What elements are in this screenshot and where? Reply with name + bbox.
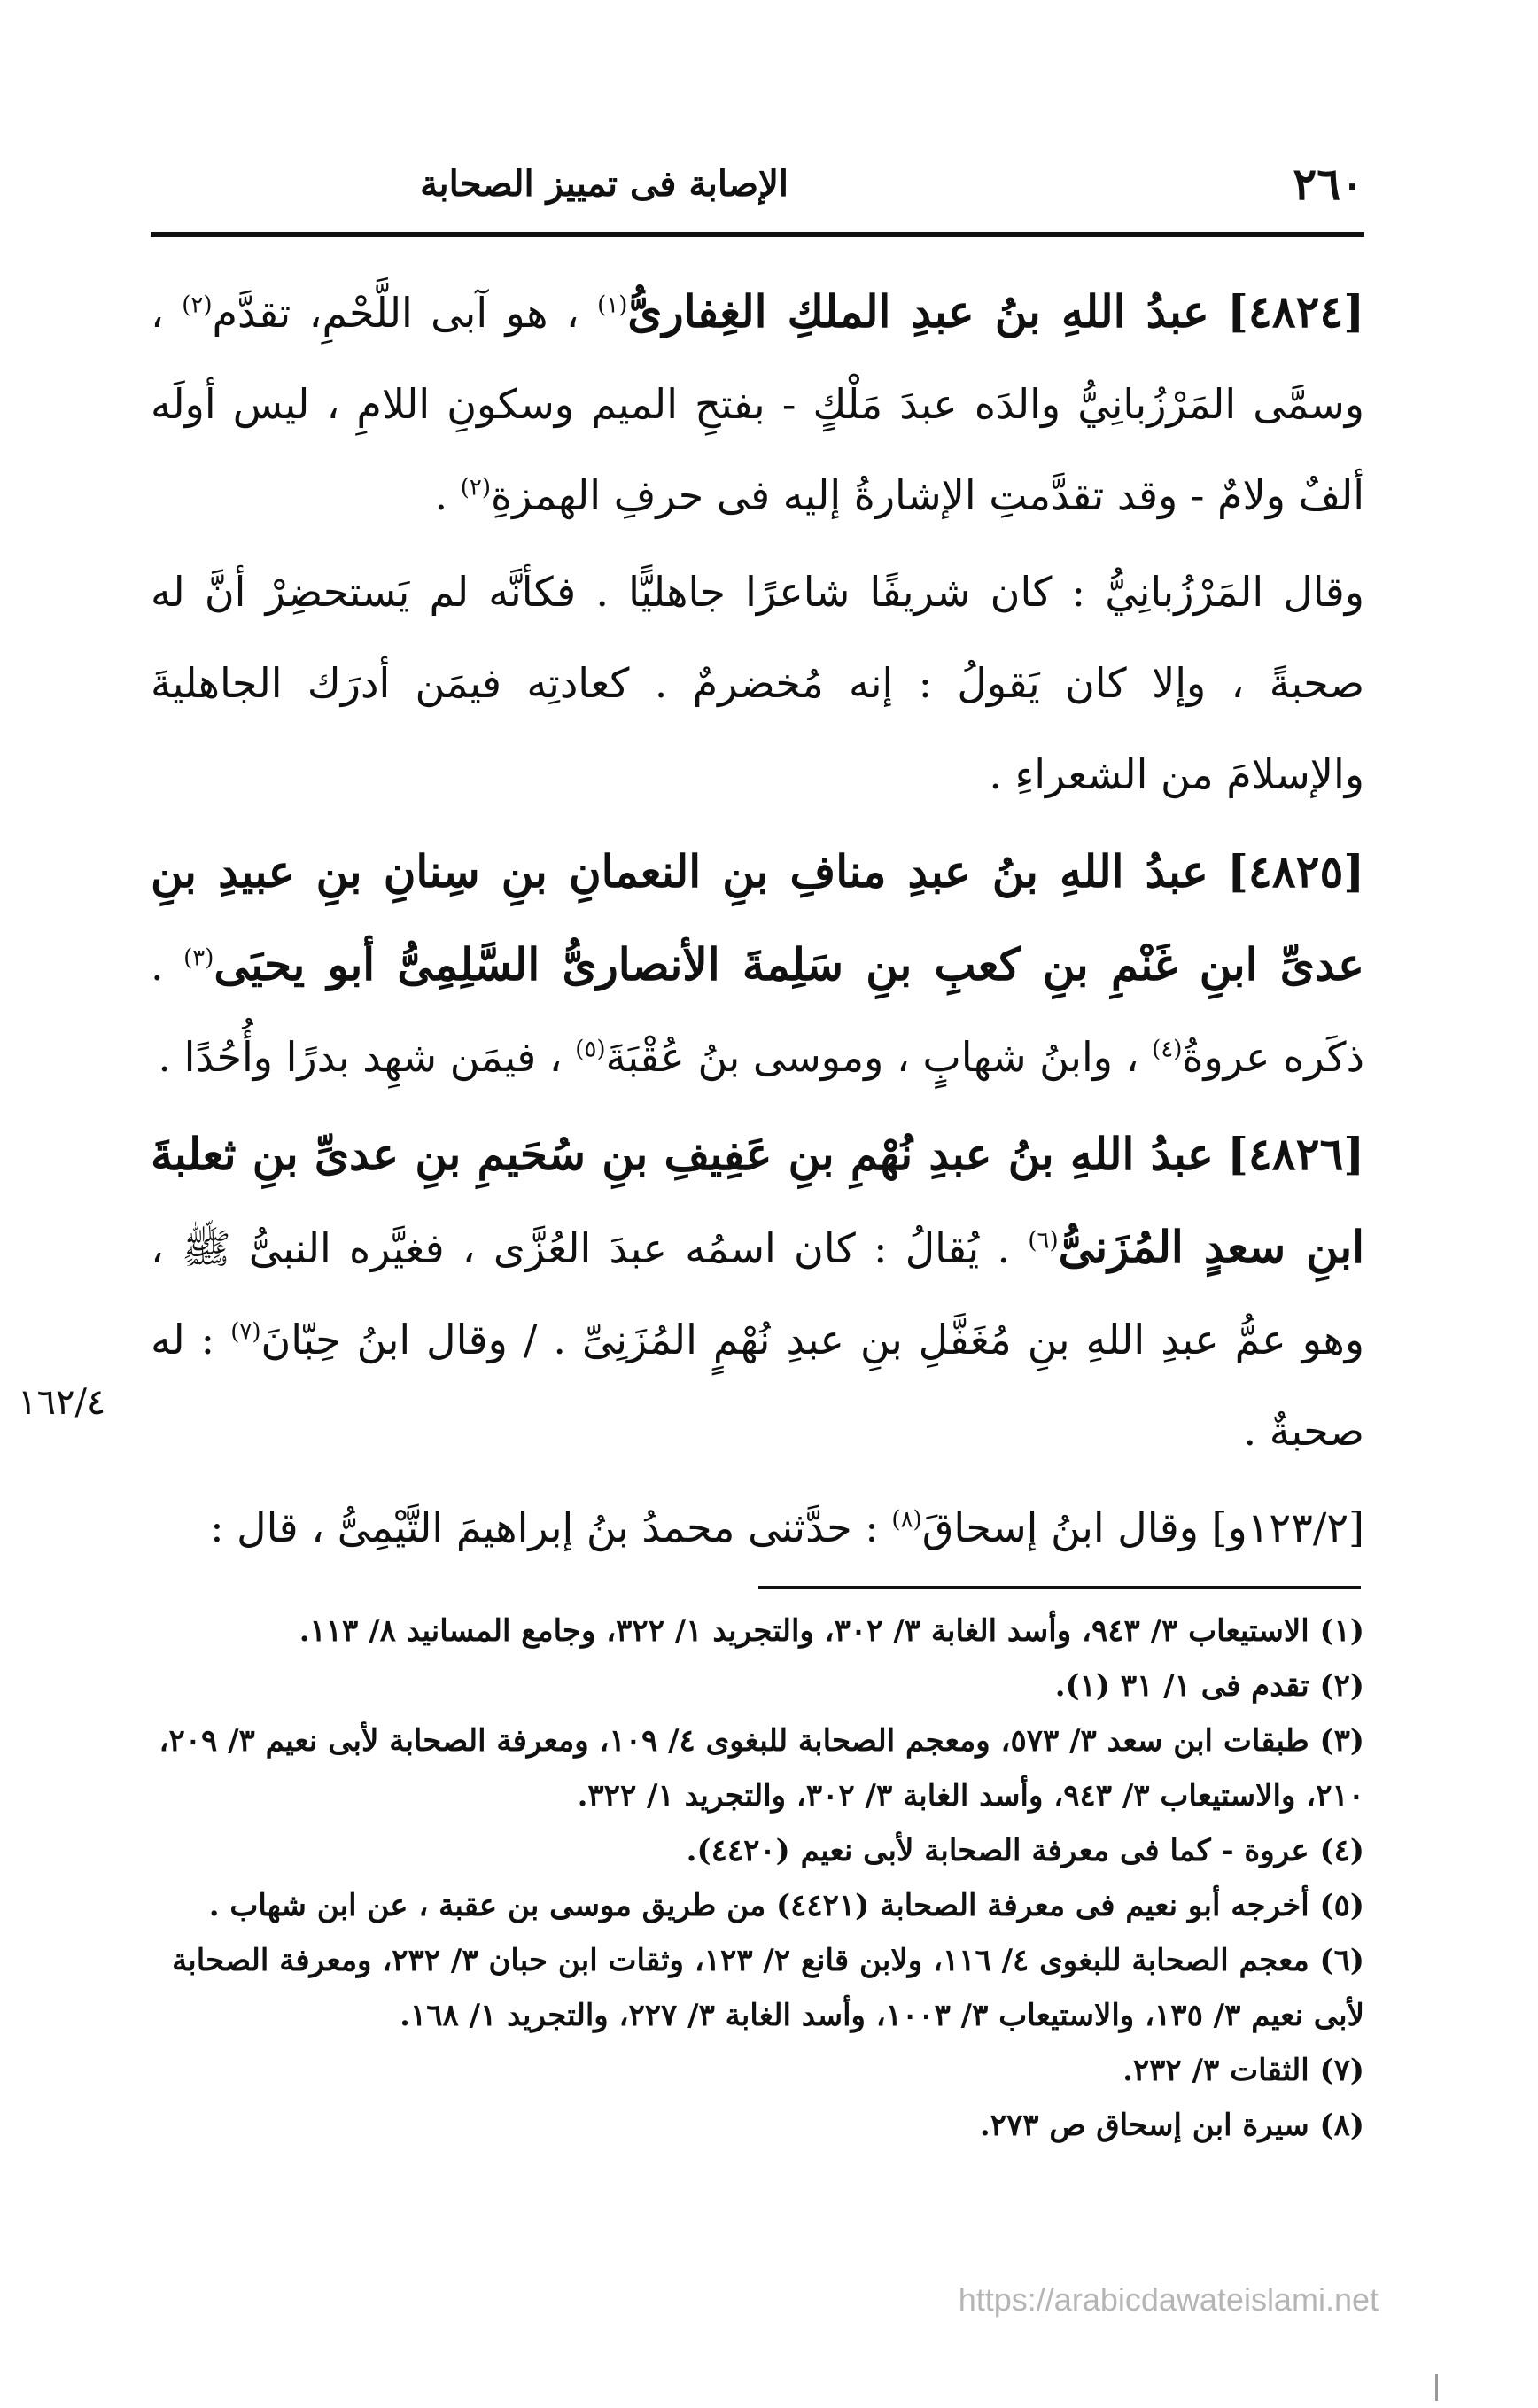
- footnote-3: (٣) طبقات ابن سعد ٣/ ٥٧٣، ومعجم الصحابة للبغوى ٤/ ١٠٩، ومعرفة الصحابة لأبى نعيم ٣/ ٢٠٩، ٢١٠، والاستيعاب ٣/ ٩٤٣، وأسد الغابة ٣/ ٣٠٢، والتجريد ١/ ٣٢٢.: [159, 1723, 1364, 1814]
- watermark-url: https://arabicdawateislami.net: [958, 2281, 1379, 2318]
- main-text: [151, 266, 1364, 1579]
- line-text: وقال ابنُ إسحاقَ: [921, 1503, 1199, 1551]
- footnote-2: (٢) تقدم فى ١/ ٣١ (١).: [1054, 1668, 1364, 1704]
- entry-text: ، هو آبى اللَّحْمِ، تقدَّم: [212, 289, 579, 337]
- entry-text: .: [434, 471, 448, 519]
- scan-edge-mark: [1435, 2374, 1438, 2401]
- manuscript-ref: [١٢٣/٢و]: [1211, 1503, 1364, 1551]
- entry-4824: [151, 266, 1364, 541]
- running-title: الإصابة فى تمييز الصحابة: [420, 163, 788, 205]
- footnote-ref[interactable]: (٦): [1028, 1227, 1059, 1254]
- entry-text: : له صحبةٌ .: [151, 1316, 1364, 1455]
- footnote-ref[interactable]: (٥): [575, 1036, 606, 1063]
- footnote-5: (٥) أخرجه أبو نعيم فى معرفة الصحابة (٤٤٢١) من طريق موسى بن عقبة ، عن ابن شهاب .: [208, 1888, 1364, 1923]
- line-text: : حدَّثنى محمدُ بنُ إبراهيمَ التَّيْمِىُّ ، قال :: [210, 1503, 879, 1551]
- entry-number: [٤٨٢٦]: [1227, 1128, 1364, 1180]
- entry-text: . يُقالُ : كان اسمُه عبدَ العُزَّى ، فغيَّره النبىُّ ﷺ ، وهو عمُّ عبدِ اللهِ بنِ مُغَفَّلِ بنِ عبدِ نُهْمٍ المُزَنِىِّ . / وقال ابنُ حِبّانَ: [151, 1224, 1364, 1363]
- footnote-ref[interactable]: (٨): [891, 1506, 922, 1534]
- entry-4825: [151, 826, 1364, 1103]
- footnote-8: (٨) سيرة ابن إسحاق ص ٢٧٣.: [979, 2108, 1364, 2143]
- entry-name: عبدُ اللهِ بنُ عبدِ نُهْمِ بنِ عَفِيفِ بنِ سُحَيمِ بنِ عدىِّ بنِ ثعلبةَ ابنِ سعدٍ المُزَنىُّ: [151, 1128, 1364, 1273]
- footnote-ref[interactable]: (١): [597, 291, 628, 319]
- entry-name: عبدُ اللهِ بنُ عبدِ منافِ بنِ النعمانِ بنِ سِنانِ بنِ عبيدِ بنِ عدىِّ ابنِ غَنْمِ بنِ كعبِ بنِ سَلِمةَ الأنصارىُّ السَّلِمِىُّ أبو يحيَى: [151, 845, 1364, 990]
- entry-number: [٤٨٢٤]: [1227, 285, 1364, 338]
- paragraph: وقال المَرْزُبانِيُّ : كان شريفًا شاعرًا جاهليًّا . فكأنَّه لم يَستحضِرْ أنَّ له صحبةً ، وإلا كان يَقولُ : إنه مُخضرمٌ . كعادتِه فيمَن أدرَك الجاهليةَ والإسلامَ من الشعراءِ .: [151, 568, 1364, 798]
- margin-volume-page-ref: ١٦٢/٤: [18, 1382, 106, 1423]
- footnote-4: (٤) عروة - كما فى معرفة الصحابة لأبى نعيم (٤٤٢٠).: [686, 1833, 1364, 1868]
- entry-text: ، فيمَن شهِد بدرًا وأُحُدًا .: [158, 1033, 563, 1081]
- footnote-6: (٦) معجم الصحابة للبغوى ٤/ ١١٦، ولابن قانع ٢/ ١٢٣، وثقات ابن حبان ٣/ ٢٣٢، ومعرفة الصحابة لأبى نعيم ٣/ ١٣٥، والاستيعاب ٣/ ١٠٠٣، وأسد الغابة ٣/ ٢٢٧، والتجريد ١/ ١٦٨.: [172, 1943, 1364, 2033]
- closing-line: [151, 1482, 1364, 1573]
- footnote-1: (١) الاستيعاب ٣/ ٩٤٣، وأسد الغابة ٣/ ٣٠٢، والتجريد ١/ ٣٢٢، وجامع المسانيد ٨/ ١١٣.: [299, 1613, 1364, 1649]
- page-header: [151, 158, 1364, 220]
- entry-name: عبدُ اللهِ بنُ عبدِ الملكِ الغِفارىُّ: [627, 285, 1209, 338]
- entry-text: . ذكَره عروةُ: [151, 942, 1364, 1081]
- footnote-ref[interactable]: (٤): [1152, 1036, 1183, 1063]
- entry-text: ، وسمَّى المَرْزُبانِيُّ والدَه عبدَ مَلْكٍ - بفتحِ الميم وسكونِ اللامِ ، ليس أولَه ألفٌ ولامٌ - وقد تقدَّمتِ الإشارةُ إليه فى حرفِ الهمزةِ: [151, 289, 1364, 519]
- entry-text: ، وابنُ شهابٍ ، وموسى بنُ عُقْبَةَ: [605, 1033, 1139, 1081]
- entry-4826: [151, 1108, 1364, 1477]
- footnote-7: (٧) الثقات ٣/ ٢٣٢.: [1122, 2053, 1364, 2088]
- footnote-ref[interactable]: (٢): [460, 474, 491, 501]
- footnotes-section: [151, 1604, 1364, 2153]
- entry-number: [٤٨٢٥]: [1227, 845, 1364, 897]
- footnote-ref[interactable]: (٣): [183, 944, 214, 972]
- footnote-ref[interactable]: (٢): [182, 291, 213, 319]
- page-number: ٢٦٠: [1293, 158, 1364, 210]
- footnote-divider: [758, 1586, 1361, 1589]
- footnote-ref[interactable]: (٧): [230, 1318, 261, 1346]
- header-divider: [151, 232, 1364, 237]
